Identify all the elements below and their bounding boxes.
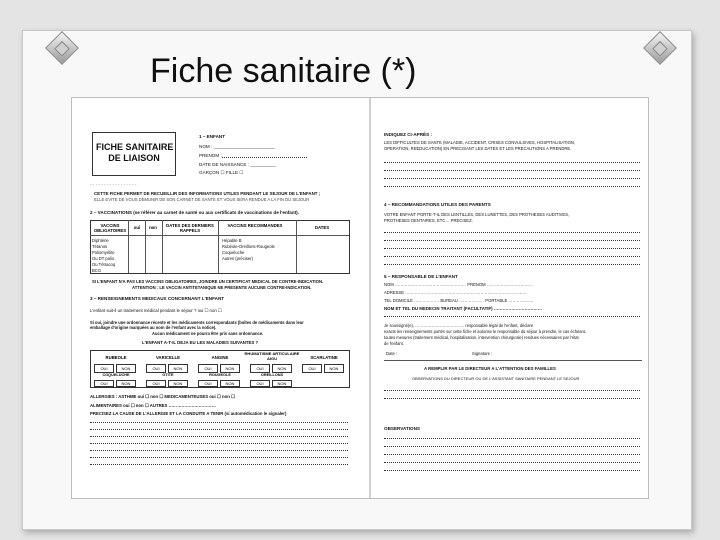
blank-line [384,438,640,439]
reco-line1: VOTRE ENFANT PORTE-T-IL DES LENTILLES, DES LUNETTES, DES PROTHESES AUDITIVES, [384,212,570,217]
blank-line [384,240,640,241]
med-q2b: emballage d'origine marquées au nom de l'enfant avec la notice). [90,325,217,330]
vacc-row: Tétanos [92,244,108,249]
maladie-non: NON [220,380,240,387]
blank-line [384,446,640,447]
form-title-line1: FICHE SANITAIRE [96,142,174,152]
blank-line [384,390,640,391]
maladie-label: ANGINE [211,355,229,360]
declaration-1: Je soussigné(e), ……………………………… responsable légal de l'enfant, déclare [384,323,534,328]
vacc-row: Poliomyélite [92,250,115,255]
maladie-oui: OUI [198,364,218,373]
right-p1: LES DIFFICULTES DE SANTE (MALADIE, ACCIDENT, CRISES CONVULSIVES, HOSPITALISATION, [384,140,576,145]
maladie-label: COQUELUCHE [102,373,130,377]
allergies-line1: ALLERGIES : ASTHME oui ☐ non ☐ MEDICAMENTEUSES oui ☐ non ☐ [90,394,235,399]
maladie-label: OTITE [162,373,174,377]
vacc-header-dates: DATES DES DERNIERS RAPPELS [166,223,214,233]
vacc-col-rule [162,220,163,273]
faint-line: - - - - - - - - - - - - - - - - - [90,182,137,187]
enfant-date: DATE DE NAISSANCE : __________ [199,162,276,167]
maladie-non: NON [272,380,292,387]
blank-line [384,232,640,233]
maladie-non: NON [116,380,136,387]
maladies-title: L'ENFANT A-T-IL DEJA EU LES MALADIES SUIVANTES ? [142,340,259,345]
maladie-label: OREILLONS [260,373,284,377]
enfant-prenom: PRENOM : [199,153,222,158]
slide-title: Fiche sanitaire (*) [150,52,417,90]
purpose-line1: CETTE FICHE PERMET DE RECUEILLIR DES INFORMATIONS UTILES PENDANT LE SEJOUR DE L'ENFANT ; [94,191,321,196]
right-p2: OPERATION, REEDUCATION) EN PRECISANT LES DATES ET LES PRECAUTIONS A PRENDRE. [384,146,572,151]
maladie-label: RUBEOLE [105,355,127,360]
maladie-oui: OUI [198,380,218,387]
maladie-non: NON [324,364,344,373]
vacc-row: BCG [92,268,102,273]
enfant-sexe: GARÇON ☐ FILLE ☐ [199,170,244,175]
vacc-col-rule [145,220,146,273]
blank-line [384,178,640,179]
vacc-reco-row: Hépatite B [222,238,242,243]
declaration-3: toutes mesures (traitement médical, hospitalisation, intervention chirurgicale) rendues nécessaires par l'état [384,335,579,340]
maladie-label: VARICELLE [155,355,181,360]
enfant-heading: 1 – ENFANT [199,134,226,139]
maladie-label: RHUMATISME ARTICULAIRE AIGU [244,351,300,361]
maladie-label: SCARLATINE [310,355,338,360]
declaration-2: exacts les renseignements portés sur cette fiche et autorise le responsable du séjour à prendre, le cas échéant, [384,329,587,334]
resp-adresse: ADRESSE …………………………………………………………………………… [384,290,527,295]
resp-tel: TEL DOMICILE ……………… BUREAU ……………… PORTABLE ……………… [384,298,534,303]
med-q1: L'enfant suit-il un traitement médical pendant le séjour ? oui ☐ non ☐ [90,308,222,313]
maladie-non: NON [272,364,292,373]
vacc-row: Ou DT polio [92,256,115,261]
vacc-col-rule [296,220,297,273]
section-rule [384,360,642,361]
maladie-non: NON [168,364,188,373]
maladie-oui: OUI [302,364,322,373]
directeur-heading: A REMPLIR PAR LE DIRECTEUR A L'ATTENTION DES FAMILLES [424,366,556,371]
maladie-non: NON [116,364,136,373]
allergies-precisez: PRECISEZ LA CAUSE DE L'ALLERGIE ET LA CONDUITE A TENIR (si automédication le signaler) [90,411,287,416]
blank-line [384,470,640,471]
med-q2a: Si oui, joindre une ordonnance récente et les médicaments correspondants (boîtes de médicaments dans leur [90,320,304,325]
vacc-header-rule [90,235,349,236]
blank-line [384,162,640,163]
blank-line [90,436,348,437]
vacc-reco-row: Autres (préciser) [222,256,253,261]
medecin-traitant: NOM ET TEL DU MEDECIN TRAITANT (FACULTATIF) …………………………… [384,306,543,311]
blank-line [90,443,348,444]
maladie-non: NON [220,364,240,373]
scanned-form [71,97,649,499]
directeur-line: OBSERVATIONS DU DIRECTEUR OU DE L'ASSISTANT SANITAIRE PENDANT LE SEJOUR [412,376,580,381]
maladie-oui: OUI [146,364,166,373]
declaration-4: de l'enfant. [384,341,404,346]
prenom-line [222,157,307,158]
allergies-line2: ALIMENTAIRES oui ☐ non ☐ AUTRES …………………………… [90,403,216,408]
observations-heading: OBSERVATIONS [384,426,420,431]
right-indiquez: INDIQUEZ CI-APRÈS : [384,132,432,137]
blank-line [384,398,640,399]
blank-line [384,256,640,257]
vacc-heading: 2 – VACCINATIONS (se référer au carnet de santé ou aux certificats de vaccinations de l'enfant). [90,210,299,215]
blank-line [90,429,348,430]
med-q2c: Aucun médicament ne pourra être pris sans ordonnance. [152,331,264,336]
vacc-header-dates2: DATES [314,225,330,230]
blank-line [384,186,640,187]
blank-line [384,264,640,265]
resp-heading: 5 – RESPONSABLE DE L'ENFANT [384,274,458,279]
resp-nom: NOM …………………………………………… PRENOM …………………………… [384,282,533,287]
vacc-header-obligatoires: VACCINS OBLIGATOIRES [93,223,127,233]
vacc-reco-row: Coqueluche [222,250,245,255]
purpose-line2: ELLE EVITE DE VOUS DEMUNIR DE SON CARNET DE SANTE ET VOUS SERA RENDUE A LA FIN DU SEJOUR [94,197,310,202]
enfant-nom: NOM : ________________________ [199,144,275,149]
vacc-header-non: non [149,225,157,230]
blank-line [384,454,640,455]
maladie-non: NON [168,380,188,387]
blank-line [90,457,348,458]
maladie-label: ROUGEOLE [209,373,231,377]
vacc-note1: SI L'ENFANT N'A PAS LES VACCINS OBLIGATOIRES, JOINDRE UN CERTIFICAT MEDICAL DE CONTRE-INDICATION. [92,279,324,284]
vacc-reco-row: Rubéole-Oreillons-Rougeole [222,244,275,249]
vacc-col-rule [218,220,219,273]
reco-line2: PROTHESES DENTAIRES, ETC… PRECISEZ. [384,218,473,223]
vacc-row: Diphtérie [92,238,109,243]
vacc-header-recommandes: VACCINS RECOMMANDES [227,223,283,228]
blank-line [90,464,348,465]
med-heading: 3 – RENSEIGNEMENTS MEDICAUX CONCERNANT L'ENFANT [90,296,225,301]
reco-heading: 4 – RECOMMANDATIONS UTILES DES PARENTS [384,202,491,207]
signature-label: Signature : [472,351,493,356]
vacc-col-rule [128,220,129,273]
blank-line [384,462,640,463]
maladie-oui: OUI [250,364,270,373]
vacc-row: Ou Tétracoq [92,262,116,267]
date-label: Date : [386,351,398,356]
blank-line [384,170,640,171]
maladie-oui: OUI [94,364,114,373]
page-divider [369,98,371,498]
vacc-header-oui: oui [133,225,141,230]
blank-line [90,450,348,451]
blank-line [90,422,348,423]
form-title-line2: DE LIAISON [108,153,160,163]
maladie-oui: OUI [94,380,114,387]
maladie-oui: OUI [146,380,166,387]
maladie-oui: OUI [250,380,270,387]
vacc-note2: ATTENTION : LE VACCIN ANTITETANIQUE NE PRESENTE AUCUNE CONTRE-INDICATION. [132,285,312,290]
blank-line [384,248,640,249]
blank-line [384,316,640,317]
